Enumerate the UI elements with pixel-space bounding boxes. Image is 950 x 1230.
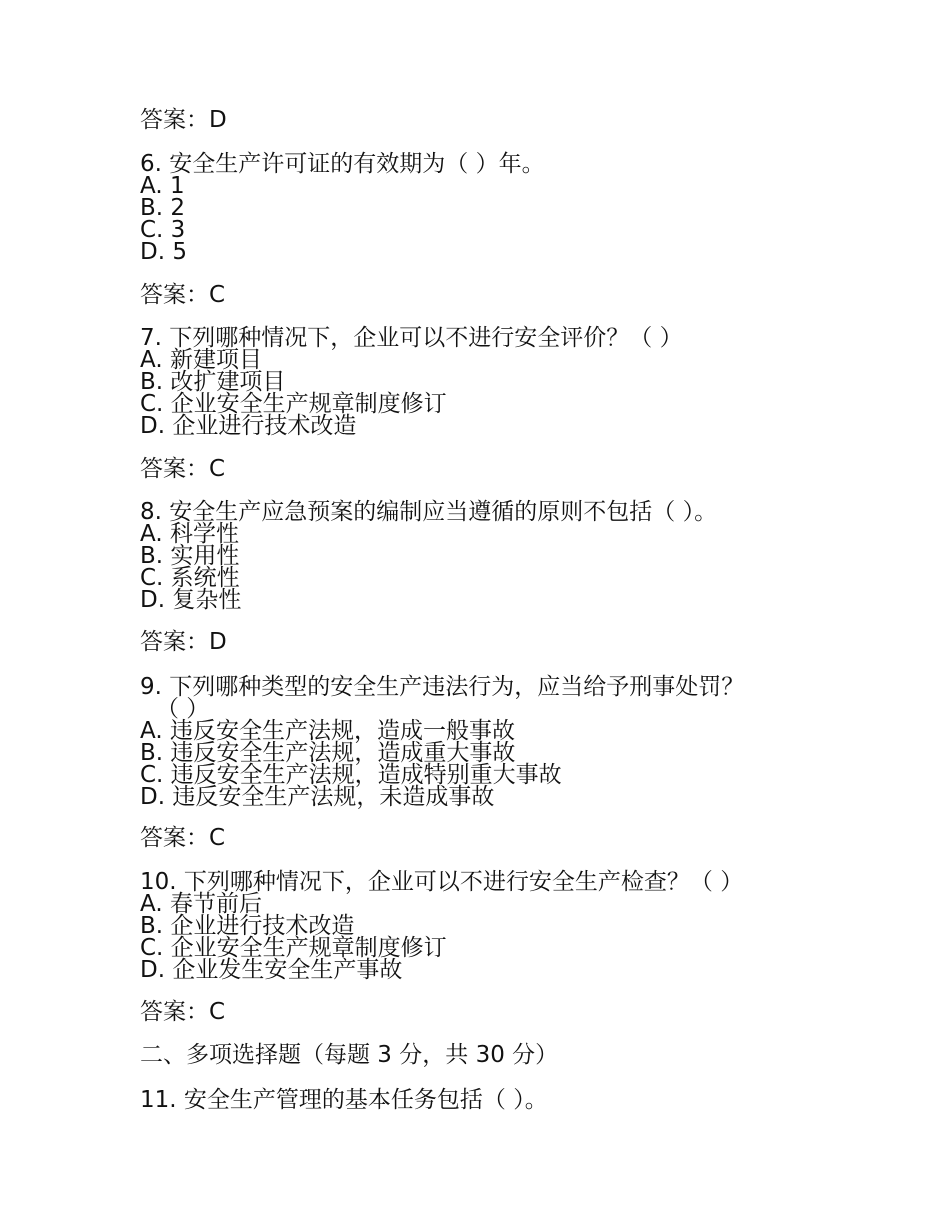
question-9-stem: 9. 下列哪种类型的安全生产违法行为，应当给予刑事处罚？	[140, 674, 745, 700]
question-10-option-c: C. 企业安全生产规章制度修订	[140, 935, 447, 961]
question-6-option-d: D. 5	[140, 239, 187, 265]
question-10-stem: 10. 下列哪种情况下，企业可以不进行安全生产检查？（ ）	[140, 869, 744, 895]
question-6-option-a: A. 1	[140, 173, 185, 199]
question-9-option-a: A. 违反安全生产法规，造成一般事故	[140, 718, 515, 744]
answer-q7: 答案：C	[140, 456, 226, 482]
question-6-option-b: B. 2	[140, 195, 186, 221]
answer-q8: 答案：D	[140, 629, 227, 655]
answer-q10: 答案：C	[140, 999, 226, 1025]
question-9-stem-continuation: （ ）	[156, 696, 210, 722]
question-8-option-d: D. 复杂性	[140, 587, 242, 613]
question-7-stem: 7. 下列哪种情况下，企业可以不进行安全评价？（ ）	[140, 325, 683, 351]
question-7-option-b: B. 改扩建项目	[140, 369, 286, 395]
question-10-option-d: D. 企业发生安全生产事故	[140, 957, 403, 983]
question-6-stem: 6. 安全生产许可证的有效期为（ ）年。	[140, 151, 545, 177]
question-8-stem: 8. 安全生产应急预案的编制应当遵循的原则不包括（ ）。	[140, 499, 718, 525]
question-9-option-c: C. 违反安全生产法规，造成特别重大事故	[140, 762, 562, 788]
question-9-option-b: B. 违反安全生产法规，造成重大事故	[140, 740, 516, 766]
question-7-option-a: A. 新建项目	[140, 347, 262, 373]
question-7-option-c: C. 企业安全生产规章制度修订	[140, 391, 447, 417]
question-9-option-d: D. 违反安全生产法规，未造成事故	[140, 784, 495, 810]
answer-q9: 答案：C	[140, 825, 226, 851]
answer-q5: 答案：D	[140, 107, 227, 133]
question-7-option-d: D. 企业进行技术改造	[140, 413, 357, 439]
question-8-option-c: C. 系统性	[140, 565, 240, 591]
question-11-stem: 11. 安全生产管理的基本任务包括（ ）。	[140, 1087, 548, 1113]
question-8-option-a: A. 科学性	[140, 521, 239, 547]
question-10-option-b: B. 企业进行技术改造	[140, 913, 355, 939]
question-6-option-c: C. 3	[140, 217, 186, 243]
question-8-option-b: B. 实用性	[140, 543, 240, 569]
section-2-heading: 二、多项选择题（每题 3 分，共 30 分）	[140, 1042, 559, 1068]
question-10-option-a: A. 春节前后	[140, 891, 262, 917]
answer-q6: 答案：C	[140, 282, 226, 308]
